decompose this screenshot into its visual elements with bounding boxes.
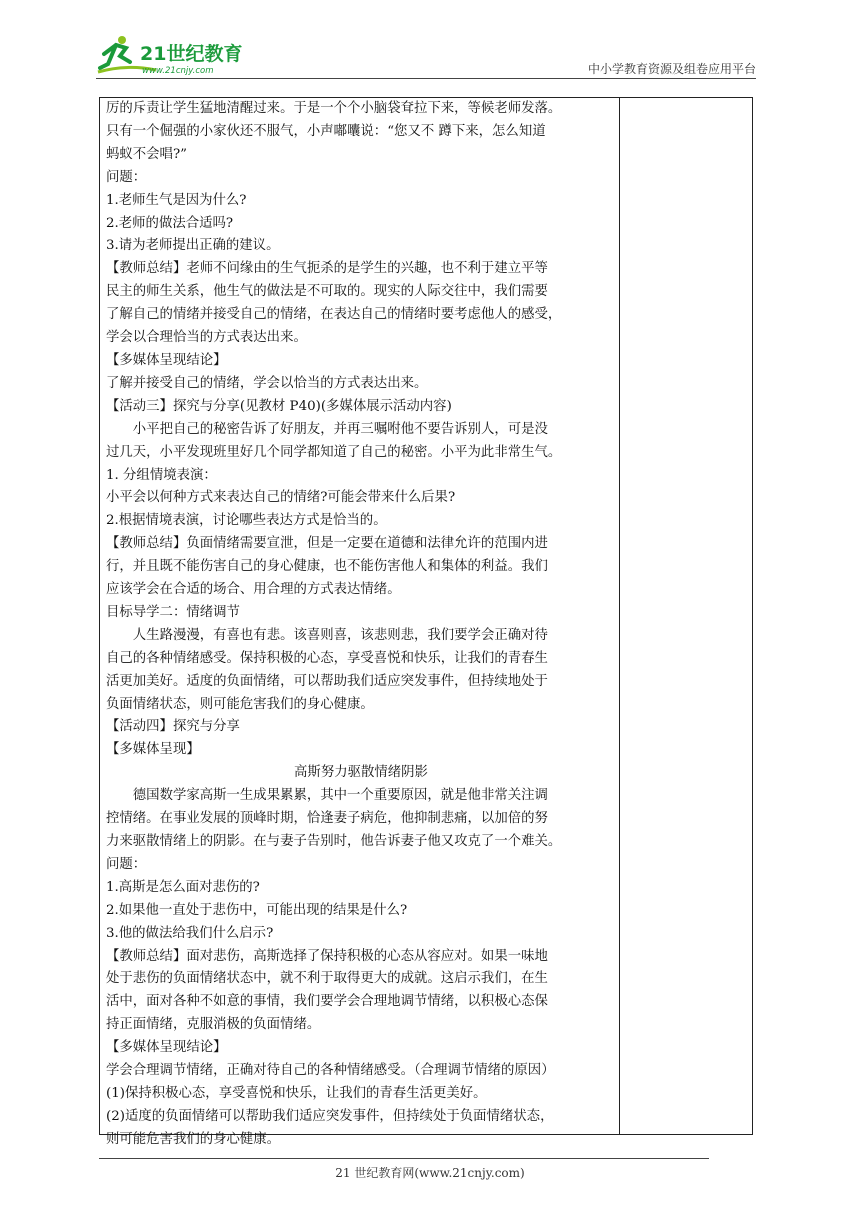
text-line: 负面情绪状态，则可能危害我们的身心健康。 [106,696,374,712]
text-line: 力来驱散情绪上的阴影。在与妻子告别时，他告诉妻子他又攻克了一个难关。 [106,834,562,849]
text-line: 【活动三】探究与分享(见教材 P40)(多媒体展示活动内容) [106,398,452,414]
text-line: 1.高斯是怎么面对悲伤的? [106,879,260,895]
text-line: 【多媒体呈现结论】 [106,1040,227,1056]
text-line: (2)适度的负面情绪可以帮助我们适应突发事件，但持续处于负面情绪状态， [106,1108,554,1124]
text-line: 活中，面对各种不如意的事情，我们要学会合理地调节情绪，以积极心态保 [106,994,548,1010]
text-line: 【多媒体呈现】 [106,742,200,758]
lesson-content [106,98,616,1152]
column-divider [619,98,620,1134]
text-line: 目标导学二：情绪调节 [106,604,240,620]
text-line: 【教师总结】面对悲伤，高斯选择了保持积极的心态从容应对。如果一味地 [106,948,548,964]
text-line: (1)保持积极心态，享受喜悦和快乐，让我们的青春生活更美好。 [106,1085,487,1101]
text-line: 【教师总结】老师不问缘由的生气扼杀的是学生的兴趣，也不利于建立平等 [106,261,548,277]
text-line: 处于悲伤的负面情绪状态中，就不利于取得更大的成就。这启示我们，在生 [106,971,548,987]
text-line: 【活动四】探究与分享 [106,719,240,735]
text-line: 民主的师生关系，他生气的做法是不可取的。现实的人际交往中，我们需要 [106,284,548,300]
text-line: 学会以合理恰当的方式表达出来。 [106,330,307,346]
text-line: 3.请为老师提出正确的建议。 [106,238,280,254]
text-line: 则可能危害我们的身心健康。 [106,1131,281,1147]
text-line: 2.根据情境表演，讨论哪些表达方式是恰当的。 [106,513,387,529]
text-line: 1.老师生气是因为什么? [106,192,247,208]
text-line: 问题： [106,856,147,872]
text-line: 人生路漫漫，有喜也有悲。该喜则喜，该悲则悲，我们要学会正确对待 [132,627,548,643]
lesson-table [99,97,753,1147]
text-line: 自己的各种情绪感受。保持积极的心态，享受喜悦和快乐，让我们的青春生 [106,650,548,666]
text-line: 只有一个倔强的小家伙还不服气，小声嘟囔说：“您又不 蹲下来，怎么知道 [106,123,546,139]
text-line: 学会合理调节情绪，正确对待自己的各种情绪感受。（合理调节情绪的原因） [106,1063,555,1079]
text-line: 控情绪。在事业发展的顶峰时期，恰逢妻子病危，他抑制悲痛，以加倍的努 [106,811,548,827]
text-line: 2.如果他一直处于悲伤中，可能出现的结果是什么? [106,902,408,918]
text-line: 小平会以何种方式来表达自己的情绪?可能会带来什么后果? [106,490,456,506]
text-line: 【多媒体呈现结论】 [106,352,227,368]
text-line: 蚂蚁不会唱?” [106,146,187,162]
footer-divider [99,1158,709,1159]
text-line: 小平把自己的秘密告诉了好朋友，并再三嘱咐他不要告诉别人，可是没 [132,421,548,437]
text-line: 德国数学家高斯一生成果累累，其中一个重要原因，就是他非常关注调 [132,788,548,804]
logo-url: www.21cnjy.com [142,66,214,76]
text-line: 【教师总结】负面情绪需要宣泄，但是一定要在道德和法律允许的范围内进 [106,536,548,552]
page-header [96,30,756,80]
text-line: 了解自己的情绪并接受自己的情绪，在表达自己的情绪时要考虑他人的感受， [106,307,562,323]
logo [96,34,256,76]
text-line: 问题： [106,169,147,185]
text-line: 行，并且既不能伤害自己的身心健康，也不能伤害他人和集体的利益。我们 [106,559,548,575]
page-footer: 21 世纪教育网(www.21cnjy.com) [335,1166,525,1180]
text-line: 厉的斥责让学生猛地清醒过来。于是一个个小脑袋耷拉下来，等候老师发落。 [106,101,562,116]
header-divider [96,78,756,79]
text-line: 持正面情绪，克服消极的负面情绪。 [106,1017,321,1033]
text-line: 2.老师的做法合适吗? [106,215,234,231]
text-line: 活更加美好。适度的负面情绪，可以帮助我们适应突发事件，但持续地处于 [106,673,548,689]
text-line: 应该学会在合适的场合、用合理的方式表达情绪。 [106,582,401,598]
text-line: 过几天，小平发现班里好几个同学都知道了自己的秘密。小平为此非常生气。 [106,444,562,460]
platform-name: 中小学教育资源及组卷应用平台 [587,62,756,76]
logo-text: 21世纪教育 [140,43,243,65]
text-line: 3.他的做法给我们什么启示? [106,925,274,941]
story-title: 高斯努力驱散情绪阴影 [294,765,428,781]
text-line: 了解并接受自己的情绪，学会以恰当的方式表达出来。 [106,375,428,391]
text-line: 1. 分组情境表演： [106,467,217,483]
